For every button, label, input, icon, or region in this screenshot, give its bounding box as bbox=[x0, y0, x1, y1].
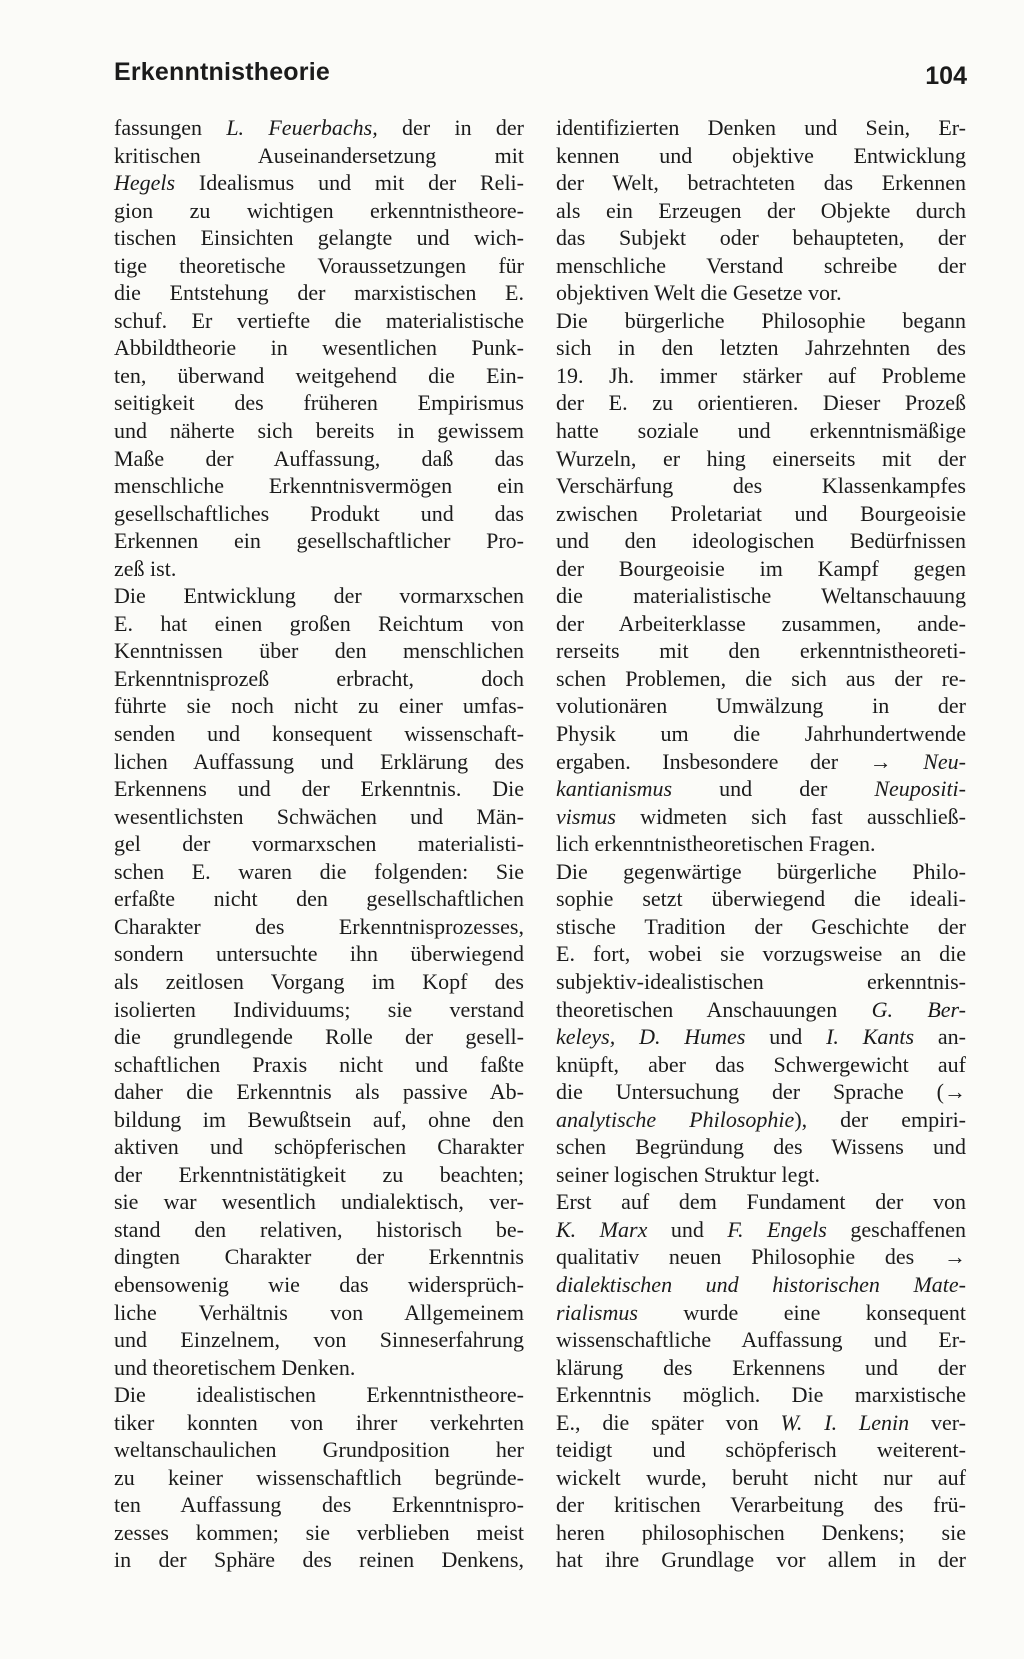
text-segment: tige theoretische Voraussetzungen für bbox=[114, 252, 524, 278]
text-segment: L. Feuerbachs, bbox=[226, 115, 378, 140]
text-line bbox=[114, 334, 524, 362]
text-line bbox=[556, 830, 966, 858]
text-line bbox=[556, 417, 966, 445]
text-segment: gel der vormarxschen materialisti- bbox=[114, 831, 524, 857]
text-line bbox=[556, 307, 966, 335]
text-segment: der kritischen Verarbeitung des frü- bbox=[556, 1492, 966, 1518]
text-segment: keleys, D. Humes bbox=[556, 1024, 746, 1050]
text-line bbox=[114, 582, 524, 610]
text-line bbox=[114, 500, 524, 528]
text-segment: Die idealistischen Erkenntnistheore- bbox=[114, 1382, 524, 1408]
text-line bbox=[556, 1078, 966, 1106]
text-segment: stand den relativen, historisch be- bbox=[114, 1216, 524, 1242]
text-line bbox=[556, 1023, 966, 1051]
text-segment: kritischen Auseinandersetzung mit bbox=[114, 142, 524, 168]
text-segment: lichen Auffassung und Erklärung des bbox=[114, 748, 524, 774]
text-line bbox=[556, 775, 966, 803]
text-segment: ver- bbox=[909, 1409, 966, 1435]
text-segment: führte sie noch nicht zu einer umfas- bbox=[114, 693, 524, 719]
text-line bbox=[556, 555, 966, 583]
text-line bbox=[556, 610, 966, 638]
text-line bbox=[114, 830, 524, 858]
text-segment: der E. zu orientieren. Dieser Prozeß bbox=[556, 390, 966, 416]
text-line bbox=[114, 389, 524, 417]
text-segment: Die gegenwärtige bürgerliche Philo- bbox=[556, 858, 966, 884]
text-line bbox=[556, 362, 966, 390]
text-line bbox=[114, 1161, 524, 1189]
text-segment: K. Marx bbox=[556, 1216, 648, 1242]
text-segment: Idealismus und mit der Reli- bbox=[175, 170, 524, 196]
text-line bbox=[556, 445, 966, 473]
text-line bbox=[114, 1188, 524, 1216]
text-segment: G. Ber- bbox=[871, 996, 966, 1022]
text-line bbox=[114, 803, 524, 831]
text-segment: die materialistische Weltanschauung bbox=[556, 583, 966, 609]
text-segment: identifizierten Denken und Sein, Er- bbox=[556, 115, 966, 140]
text-line bbox=[556, 1436, 966, 1464]
text-segment: an- bbox=[914, 1024, 966, 1050]
text-segment: kantianismus bbox=[556, 776, 673, 802]
text-line bbox=[114, 940, 524, 968]
text-line bbox=[114, 197, 524, 225]
text-segment: schen E. waren die folgenden: Sie bbox=[114, 858, 524, 884]
text-segment: erfaßte nicht den gesellschaftlichen bbox=[114, 886, 524, 912]
text-segment: ergaben. Insbesondere der → bbox=[556, 748, 924, 774]
text-line bbox=[114, 1216, 524, 1244]
text-line bbox=[556, 1519, 966, 1547]
text-line bbox=[556, 1299, 966, 1327]
text-segment: teidigt und schöpferisch weiterent- bbox=[556, 1437, 966, 1463]
text-line bbox=[114, 1051, 524, 1079]
text-segment: gesellschaftliches Produkt und das bbox=[114, 500, 524, 526]
text-segment: lich erkenntnistheoretischen Fragen. bbox=[556, 831, 876, 857]
text-segment: Erkenntnisprozeß erbracht, doch bbox=[114, 665, 524, 691]
text-segment: zesses kommen; sie verblieben meist bbox=[114, 1519, 524, 1545]
text-line bbox=[114, 417, 524, 445]
text-segment: knüpft, aber das Schwergewicht auf bbox=[556, 1051, 966, 1077]
text-segment: ebensowenig wie das widersprüch- bbox=[114, 1271, 524, 1297]
text-line bbox=[556, 913, 966, 941]
text-segment: dingten Charakter der Erkenntnis bbox=[114, 1244, 524, 1270]
text-line bbox=[114, 885, 524, 913]
text-segment: ), der empiri- bbox=[794, 1106, 967, 1132]
text-segment: Hegels bbox=[114, 170, 176, 196]
text-segment: wurde eine konsequent bbox=[637, 1299, 966, 1325]
text-line bbox=[114, 720, 524, 748]
text-segment: schen Begründung des Wissens und bbox=[556, 1134, 966, 1160]
text-line bbox=[114, 692, 524, 720]
text-line bbox=[114, 1299, 524, 1327]
text-line bbox=[114, 1436, 524, 1464]
text-segment: fassungen bbox=[114, 115, 227, 140]
text-line bbox=[556, 1243, 966, 1271]
text-segment: E. fort, wobei sie vorzugsweise an die bbox=[556, 941, 966, 967]
text-segment: qualitativ neuen Philosophie des → bbox=[556, 1244, 966, 1270]
text-segment: widmeten sich fast ausschließ- bbox=[615, 803, 966, 829]
text-segment: wickelt wurde, beruht nicht nur auf bbox=[556, 1464, 966, 1490]
text-line bbox=[114, 1491, 524, 1519]
text-segment: senden und konsequent wissenschaft- bbox=[114, 721, 524, 747]
text-segment: und bbox=[745, 1024, 827, 1050]
text-segment: tiker konnten von ihrer verkehrten bbox=[114, 1409, 524, 1435]
text-segment: sondern untersuchte ihn überwiegend bbox=[114, 941, 524, 967]
text-line bbox=[114, 968, 524, 996]
text-segment: Die bürgerliche Philosophie begann bbox=[556, 307, 966, 333]
text-line bbox=[114, 1133, 524, 1161]
text-segment: ten Auffassung des Erkenntnispro- bbox=[114, 1492, 524, 1518]
text-line bbox=[556, 665, 966, 693]
text-line bbox=[114, 279, 524, 307]
text-segment: und Einzelnem, von Sinneserfahrung bbox=[114, 1327, 524, 1353]
text-segment: daher die Erkenntnis als passive Ab- bbox=[114, 1079, 524, 1105]
text-line bbox=[556, 1491, 966, 1519]
text-segment: schuf. Er vertiefte die materialistische bbox=[114, 307, 524, 333]
text-line bbox=[556, 1051, 966, 1079]
text-line bbox=[114, 1326, 524, 1354]
text-segment: Neu- bbox=[923, 748, 966, 774]
text-segment: weltanschaulichen Grundposition her bbox=[114, 1437, 524, 1463]
text-line bbox=[114, 142, 524, 170]
text-line bbox=[114, 996, 524, 1024]
text-segment: subjektiv-idealistischen erkenntnis- bbox=[556, 968, 966, 994]
text-segment: wesentlichsten Schwächen und Män- bbox=[114, 803, 524, 829]
text-line bbox=[114, 307, 524, 335]
text-line bbox=[114, 1243, 524, 1271]
text-segment: das Subjekt oder behaupteten, der bbox=[556, 225, 966, 251]
text-segment: Abbildtheorie in wesentlichen Punk- bbox=[114, 335, 524, 361]
text-line bbox=[114, 445, 524, 473]
text-segment: Erst auf dem Fundament der von bbox=[556, 1189, 966, 1215]
page-number: 104 bbox=[925, 62, 967, 90]
text-segment: der Welt, betrachteten das Erkennen bbox=[556, 170, 966, 196]
text-line bbox=[556, 389, 966, 417]
text-line bbox=[556, 692, 966, 720]
text-segment: gion zu wichtigen erkenntnistheore- bbox=[114, 197, 524, 223]
text-line bbox=[114, 637, 524, 665]
text-segment: hat ihre Grundlage vor allem in der bbox=[556, 1547, 966, 1573]
text-segment: tischen Einsichten gelangte und wich- bbox=[114, 225, 524, 251]
text-segment: die grundlegende Rolle der gesell- bbox=[114, 1024, 524, 1050]
text-line bbox=[114, 665, 524, 693]
text-line bbox=[114, 1106, 524, 1134]
text-segment: und theoretischem Denken. bbox=[114, 1354, 356, 1380]
text-segment: Verschärfung des Klassenkampfes bbox=[556, 473, 966, 499]
text-segment: zwischen Proletariat und Bourgeoisie bbox=[556, 500, 966, 526]
text-segment: als zeitlosen Vorgang im Kopf des bbox=[114, 968, 524, 994]
text-line bbox=[556, 885, 966, 913]
text-line bbox=[114, 252, 524, 280]
text-line bbox=[556, 197, 966, 225]
left-text-column bbox=[114, 114, 524, 1574]
text-segment: rerseits mit den erkenntnistheoreti- bbox=[556, 638, 966, 664]
text-segment: stische Tradition der Geschichte der bbox=[556, 913, 966, 939]
text-line bbox=[114, 1381, 524, 1409]
text-segment: sich in den letzten Jahrzehnten des bbox=[556, 335, 966, 361]
text-segment: Kenntnissen über den menschlichen bbox=[114, 638, 524, 664]
text-line bbox=[114, 1519, 524, 1547]
text-line bbox=[114, 169, 524, 197]
text-segment: rialismus bbox=[556, 1299, 638, 1325]
text-segment: F. Engels bbox=[727, 1216, 827, 1242]
text-segment: klärung des Erkennens und der bbox=[556, 1354, 966, 1380]
text-segment: menschliche Verstand schreibe der bbox=[556, 252, 966, 278]
text-segment: zeß ist. bbox=[114, 555, 177, 581]
text-line bbox=[556, 1106, 966, 1134]
text-segment: schen Problemen, die sich aus der re- bbox=[556, 665, 966, 691]
text-line bbox=[114, 1023, 524, 1051]
text-segment: hatte soziale und erkenntnismäßige bbox=[556, 418, 966, 444]
text-line bbox=[556, 1546, 966, 1574]
text-line bbox=[114, 224, 524, 252]
text-line bbox=[556, 996, 966, 1024]
text-segment: Erkennens und der Erkenntnis. Die bbox=[114, 776, 524, 802]
text-segment: und der bbox=[672, 776, 875, 802]
text-line bbox=[556, 169, 966, 197]
text-segment: aktiven und schöpferischen Charakter bbox=[114, 1134, 524, 1160]
text-line bbox=[114, 1409, 524, 1437]
text-segment: volutionären Umwälzung in der bbox=[556, 693, 966, 719]
text-line bbox=[556, 224, 966, 252]
text-segment: wissenschaftliche Auffassung und Er- bbox=[556, 1327, 966, 1353]
text-line bbox=[556, 720, 966, 748]
text-segment: und näherte sich bereits in gewissem bbox=[114, 418, 524, 444]
text-segment: liche Verhältnis von Allgemeinem bbox=[114, 1299, 524, 1325]
text-line bbox=[556, 1409, 966, 1437]
text-line bbox=[556, 527, 966, 555]
text-line bbox=[114, 775, 524, 803]
text-line bbox=[114, 1271, 524, 1299]
text-line bbox=[556, 472, 966, 500]
text-segment: seitigkeit des früheren Empirismus bbox=[114, 390, 524, 416]
text-line bbox=[114, 1464, 524, 1492]
text-line bbox=[556, 279, 966, 307]
text-line bbox=[556, 142, 966, 170]
text-segment: und den ideologischen Bedürfnissen bbox=[556, 528, 966, 554]
text-line bbox=[556, 1271, 966, 1299]
text-line bbox=[556, 1381, 966, 1409]
text-line bbox=[556, 637, 966, 665]
text-segment: isolierten Individuums; sie verstand bbox=[114, 996, 524, 1022]
text-segment: Erkennen ein gesellschaftlicher Pro- bbox=[114, 528, 524, 554]
text-line bbox=[114, 1354, 524, 1382]
text-segment: menschliche Erkenntnisvermögen ein bbox=[114, 473, 524, 499]
text-line bbox=[114, 913, 524, 941]
text-segment: 19. Jh. immer stärker auf Probleme bbox=[556, 362, 966, 388]
text-line bbox=[114, 362, 524, 390]
text-segment: geschaffenen bbox=[826, 1216, 967, 1242]
text-segment: Erkenntnis möglich. Die marxistische bbox=[556, 1382, 966, 1408]
text-line bbox=[114, 527, 524, 555]
text-line bbox=[556, 500, 966, 528]
text-segment: sophie setzt überwiegend die ideali- bbox=[556, 886, 966, 912]
text-segment: die Untersuchung der Sprache (→ bbox=[556, 1079, 966, 1105]
text-line bbox=[114, 1078, 524, 1106]
text-segment: die Entstehung der marxistischen E. bbox=[114, 280, 524, 306]
text-segment: I. Kants bbox=[826, 1024, 915, 1050]
right-text-column bbox=[556, 114, 966, 1574]
text-line bbox=[114, 610, 524, 638]
text-segment: der Erkenntnistätigkeit zu beachten; bbox=[114, 1161, 524, 1187]
text-segment: W. I. Lenin bbox=[780, 1409, 910, 1435]
text-line bbox=[556, 1216, 966, 1244]
text-segment: seiner logischen Struktur legt. bbox=[556, 1161, 820, 1187]
text-line bbox=[114, 748, 524, 776]
text-segment: E., die später von bbox=[556, 1409, 781, 1435]
text-line bbox=[556, 1326, 966, 1354]
text-line bbox=[556, 1464, 966, 1492]
text-segment: theoretischen Anschauungen bbox=[556, 996, 872, 1022]
text-line bbox=[556, 114, 966, 142]
text-segment: der in der bbox=[377, 115, 525, 140]
text-line bbox=[556, 748, 966, 776]
text-line bbox=[556, 940, 966, 968]
text-line bbox=[114, 858, 524, 886]
text-line bbox=[556, 1133, 966, 1161]
text-line bbox=[114, 555, 524, 583]
text-segment: der Arbeiterklasse zusammen, ande- bbox=[556, 610, 966, 636]
text-segment: Wurzeln, er hing einerseits mit der bbox=[556, 445, 966, 471]
text-segment: kennen und objektive Entwicklung bbox=[556, 142, 966, 168]
text-segment: vismus bbox=[556, 803, 616, 829]
text-segment: analytische Philosophie bbox=[556, 1106, 795, 1132]
text-line bbox=[556, 1161, 966, 1189]
text-segment: Die Entwicklung der vormarxschen bbox=[114, 583, 524, 609]
text-line bbox=[556, 252, 966, 280]
text-segment: sie war wesentlich undialektisch, ver- bbox=[114, 1189, 524, 1215]
text-segment: E. hat einen großen Reichtum von bbox=[114, 610, 524, 636]
text-line bbox=[556, 334, 966, 362]
text-line bbox=[556, 582, 966, 610]
text-line bbox=[556, 1354, 966, 1382]
text-segment: Maße der Auffassung, daß das bbox=[114, 445, 524, 471]
text-segment: Charakter des Erkenntnisprozesses, bbox=[114, 913, 524, 939]
text-segment: heren philosophischen Denkens; sie bbox=[556, 1519, 966, 1545]
text-segment: Physik um die Jahrhundertwende bbox=[556, 721, 966, 747]
text-line bbox=[114, 472, 524, 500]
text-segment: und bbox=[647, 1216, 728, 1242]
text-segment: schaftlichen Praxis nicht und faßte bbox=[114, 1051, 524, 1077]
text-line bbox=[114, 1546, 524, 1574]
text-segment: dialektischen und historischen Mate- bbox=[556, 1271, 966, 1297]
text-line bbox=[114, 114, 524, 142]
text-segment: zu keiner wissenschaftlich begründe- bbox=[114, 1464, 524, 1490]
text-segment: Neupositi- bbox=[874, 776, 966, 802]
text-line bbox=[556, 858, 966, 886]
text-line bbox=[556, 968, 966, 996]
text-segment: in der Sphäre des reinen Denkens, bbox=[114, 1547, 524, 1573]
text-segment: ten, überwand weitgehend die Ein- bbox=[114, 362, 524, 388]
page-title: Erkenntnistheorie bbox=[114, 58, 330, 86]
text-segment: objektiven Welt die Gesetze vor. bbox=[556, 280, 842, 306]
text-segment: bildung im Bewußtsein auf, ohne den bbox=[114, 1106, 524, 1132]
text-segment: als ein Erzeugen der Objekte durch bbox=[556, 197, 966, 223]
text-line bbox=[556, 803, 966, 831]
text-segment: der Bourgeoisie im Kampf gegen bbox=[556, 555, 966, 581]
text-line bbox=[556, 1188, 966, 1216]
